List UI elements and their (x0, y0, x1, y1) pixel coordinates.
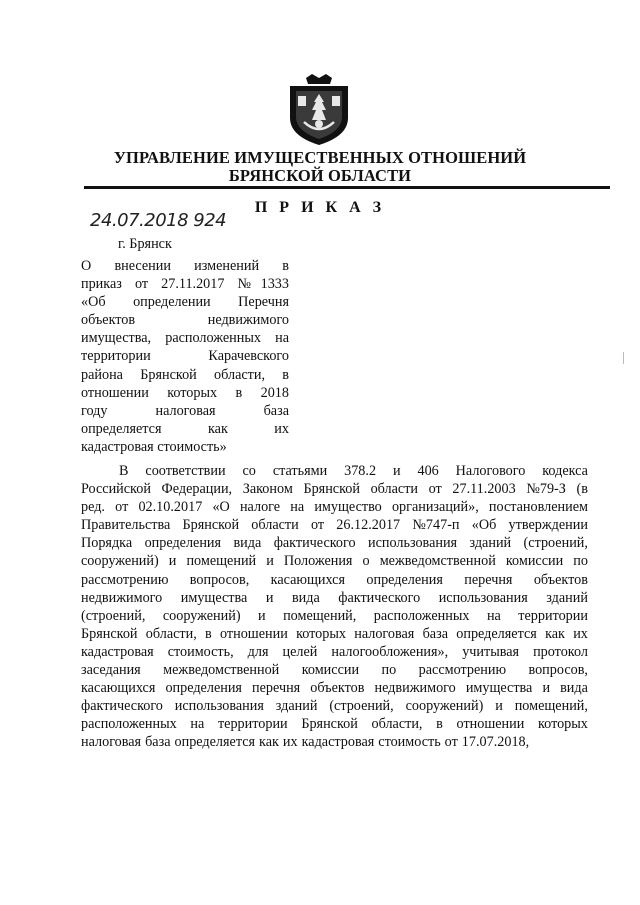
subject-line: О внесении изменений в (81, 258, 289, 274)
body-line: Правительства Брянской области от 26.12.2017 №747-п «Об утверждении (81, 517, 588, 534)
scan-artifact (623, 352, 624, 364)
subject-line: объектов недвижимого (81, 312, 289, 329)
subject-line: района Брянской области, в (81, 366, 289, 383)
body-line: ред. от 02.10.2017 «О налоге на имущество организаций», постановлением (81, 499, 588, 516)
body-line: (строений, сооружений) и помещений, расположенных на территории (81, 607, 588, 624)
organization-name-line1: УПРАВЛЕНИЕ ИМУЩЕСТВЕННЫХ ОТНОШЕНИЙ (113, 148, 527, 167)
body-line: Порядка определения вида фактического использования зданий (строений, (81, 535, 588, 552)
organization-name-line2: БРЯНСКОЙ ОБЛАСТИ (228, 166, 412, 185)
subject-line: приказ от 27.11.2017 №1333 (81, 276, 289, 293)
coat-of-arms-icon (286, 74, 352, 146)
body-line: Брянской области, в отношении которых налоговая база определяется как их (81, 625, 588, 642)
document-title: П Р И К А З (254, 199, 386, 216)
subject-line: имущества, расположенных на (81, 330, 289, 347)
body-line: заседания межведомственной комиссии по рассмотрению вопросов, (81, 662, 588, 679)
city-label: г. Брянск (118, 236, 172, 252)
body-line: налоговая база определяется как их кадастровая стоимость от 17.07.2018, (81, 734, 530, 751)
body-line: рассмотрению вопросов, касающихся определения перечня объектов (81, 571, 588, 588)
subject-line: территории Карачевского (81, 348, 289, 365)
body-line: сооружений) и помещений и Положения о межведомственной комиссии по (81, 553, 588, 570)
subject-line: определяется как их (81, 420, 289, 437)
subject-line: отношении которых в 2018 (81, 384, 289, 401)
body-line: касающихся определения перечня объектов недвижимого имущества и вида (81, 680, 588, 697)
body-line: Российской Федерации, Законом Брянской области от 27.11.2003 №79-З (в (81, 481, 588, 498)
subject-line: году налоговая база (81, 402, 289, 419)
body-line: фактического использования зданий (строений, сооружений) и помещений, (81, 698, 588, 715)
subject-line: кадастровая стоимость» (81, 438, 227, 455)
handwritten-date-number: 24.07.2018 924 (90, 210, 227, 231)
order-subject (81, 257, 289, 456)
body-line: В соответствии со статьями 378.2 и 406 Налогового кодекса (119, 463, 588, 479)
body-line: расположенных на территории Брянской области, в отношении которых (81, 716, 588, 733)
header-divider (84, 186, 610, 189)
body-line: недвижимого имущества и вида фактического использования зданий (81, 589, 588, 606)
subject-line: «Об определении Перечня (81, 294, 289, 311)
order-body (81, 462, 588, 752)
body-line: кадастровая стоимость, для целей налогообложения», учитывая протокол (81, 643, 588, 660)
